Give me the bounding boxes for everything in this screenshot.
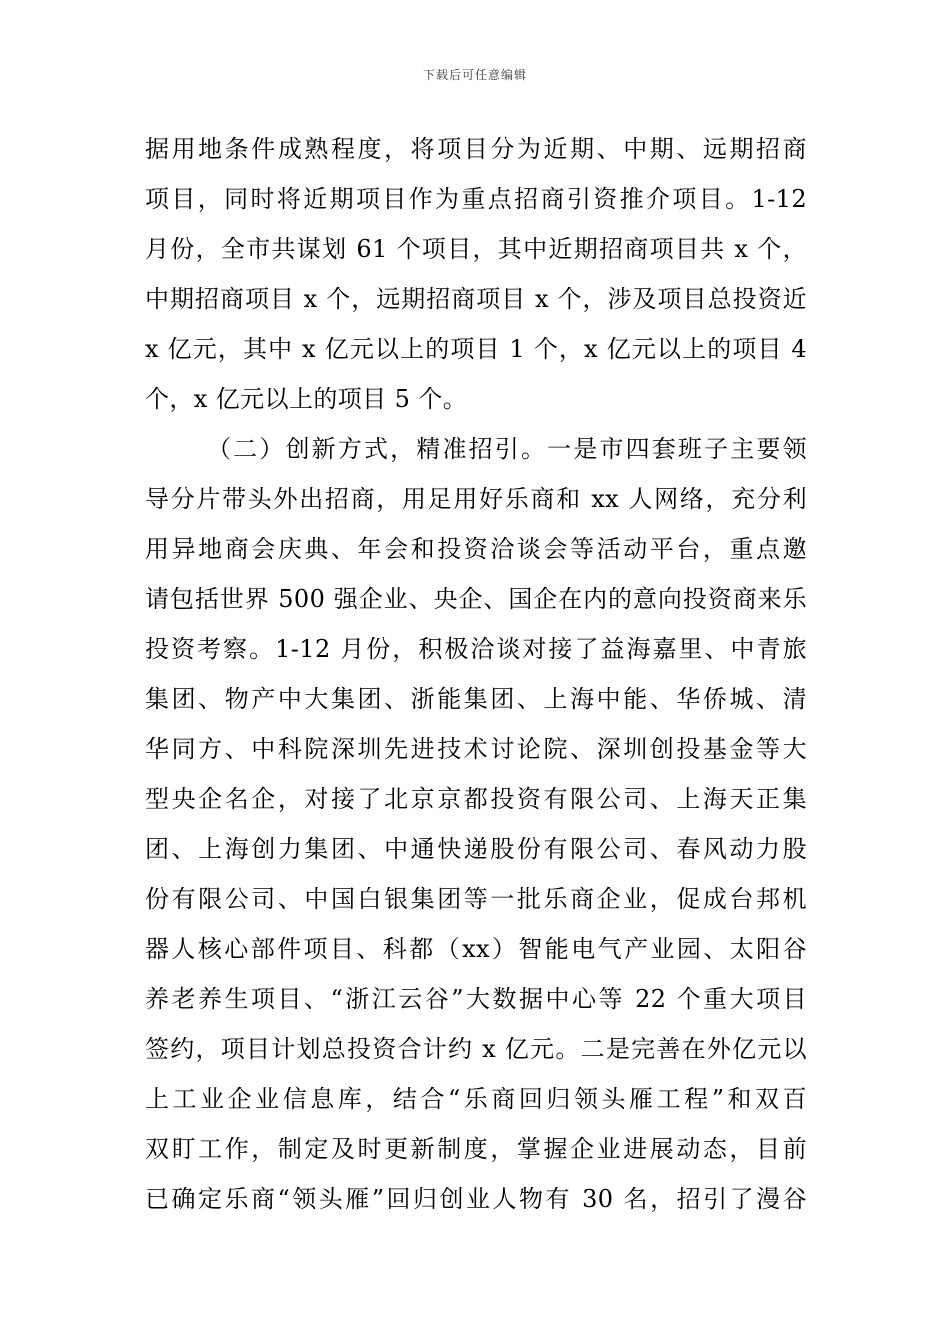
text-line: 月份，全市共谋划 61 个项目，其中近期招商项目共 x 个， [145, 235, 807, 263]
text-line: 签约，项目计划总投资合计约 x 亿元。二是完善在外亿元以 [145, 1035, 807, 1063]
text-line: 型央企名企，对接了北京京都投资有限公司、上海天正集 [145, 785, 807, 813]
text-line: 项目，同时将近期项目作为重点招商引资推介项目。1-12 [145, 185, 807, 213]
text-line: 双盯工作，制定及时更新制度，掌握企业进展动态，目前 [145, 1135, 807, 1163]
paragraph-2 [145, 424, 807, 1224]
text-line: 请包括世界 500 强企业、央企、国企在内的意向投资商来乐 [145, 585, 807, 613]
text-line: 上工业企业信息库，结合“乐商回归领头雁工程”和双百 [145, 1085, 807, 1113]
paragraph-1 [145, 124, 807, 424]
document-body [145, 124, 807, 1224]
text-line: 团、上海创力集团、中通快递股份有限公司、春风动力股 [145, 835, 807, 863]
text-line: 导分片带头外出招商，用足用好乐商和 xx 人网络，充分利 [145, 485, 807, 513]
page-header: 下载后可任意编辑 [422, 68, 527, 82]
text-line: x 亿元，其中 x 亿元以上的项目 1 个，x 亿元以上的项目 4 [145, 335, 807, 363]
text-line: （二）创新方式，精准招引。一是市四套班子主要领 [207, 435, 807, 463]
text-line: 据用地条件成熟程度，将项目分为近期、中期、远期招商 [145, 135, 807, 163]
text-line: 投资考察。1-12 月份，积极洽谈对接了益海嘉里、中青旅 [145, 635, 807, 663]
text-line: 个，x 亿元以上的项目 5 个。 [145, 385, 468, 413]
text-line: 华同方、中科院深圳先进技术讨论院、深圳创投基金等大 [145, 735, 807, 763]
text-line: 已确定乐商“领头雁”回归创业人物有 30 名，招引了漫谷 [145, 1185, 807, 1213]
text-line: 份有限公司、中国白银集团等一批乐商企业，促成台邦机 [145, 885, 807, 913]
text-line: 器人核心部件项目、科都（xx）智能电气产业园、太阳谷 [145, 935, 807, 963]
text-line: 养老养生项目、“浙江云谷”大数据中心等 22 个重大项目 [145, 985, 807, 1013]
text-line: 中期招商项目 x 个，远期招商项目 x 个，涉及项目总投资近 [145, 285, 807, 313]
text-line: 用异地商会庆典、年会和投资洽谈会等活动平台，重点邀 [145, 535, 807, 563]
text-line: 集团、物产中大集团、浙能集团、上海中能、华侨城、清 [145, 685, 807, 713]
